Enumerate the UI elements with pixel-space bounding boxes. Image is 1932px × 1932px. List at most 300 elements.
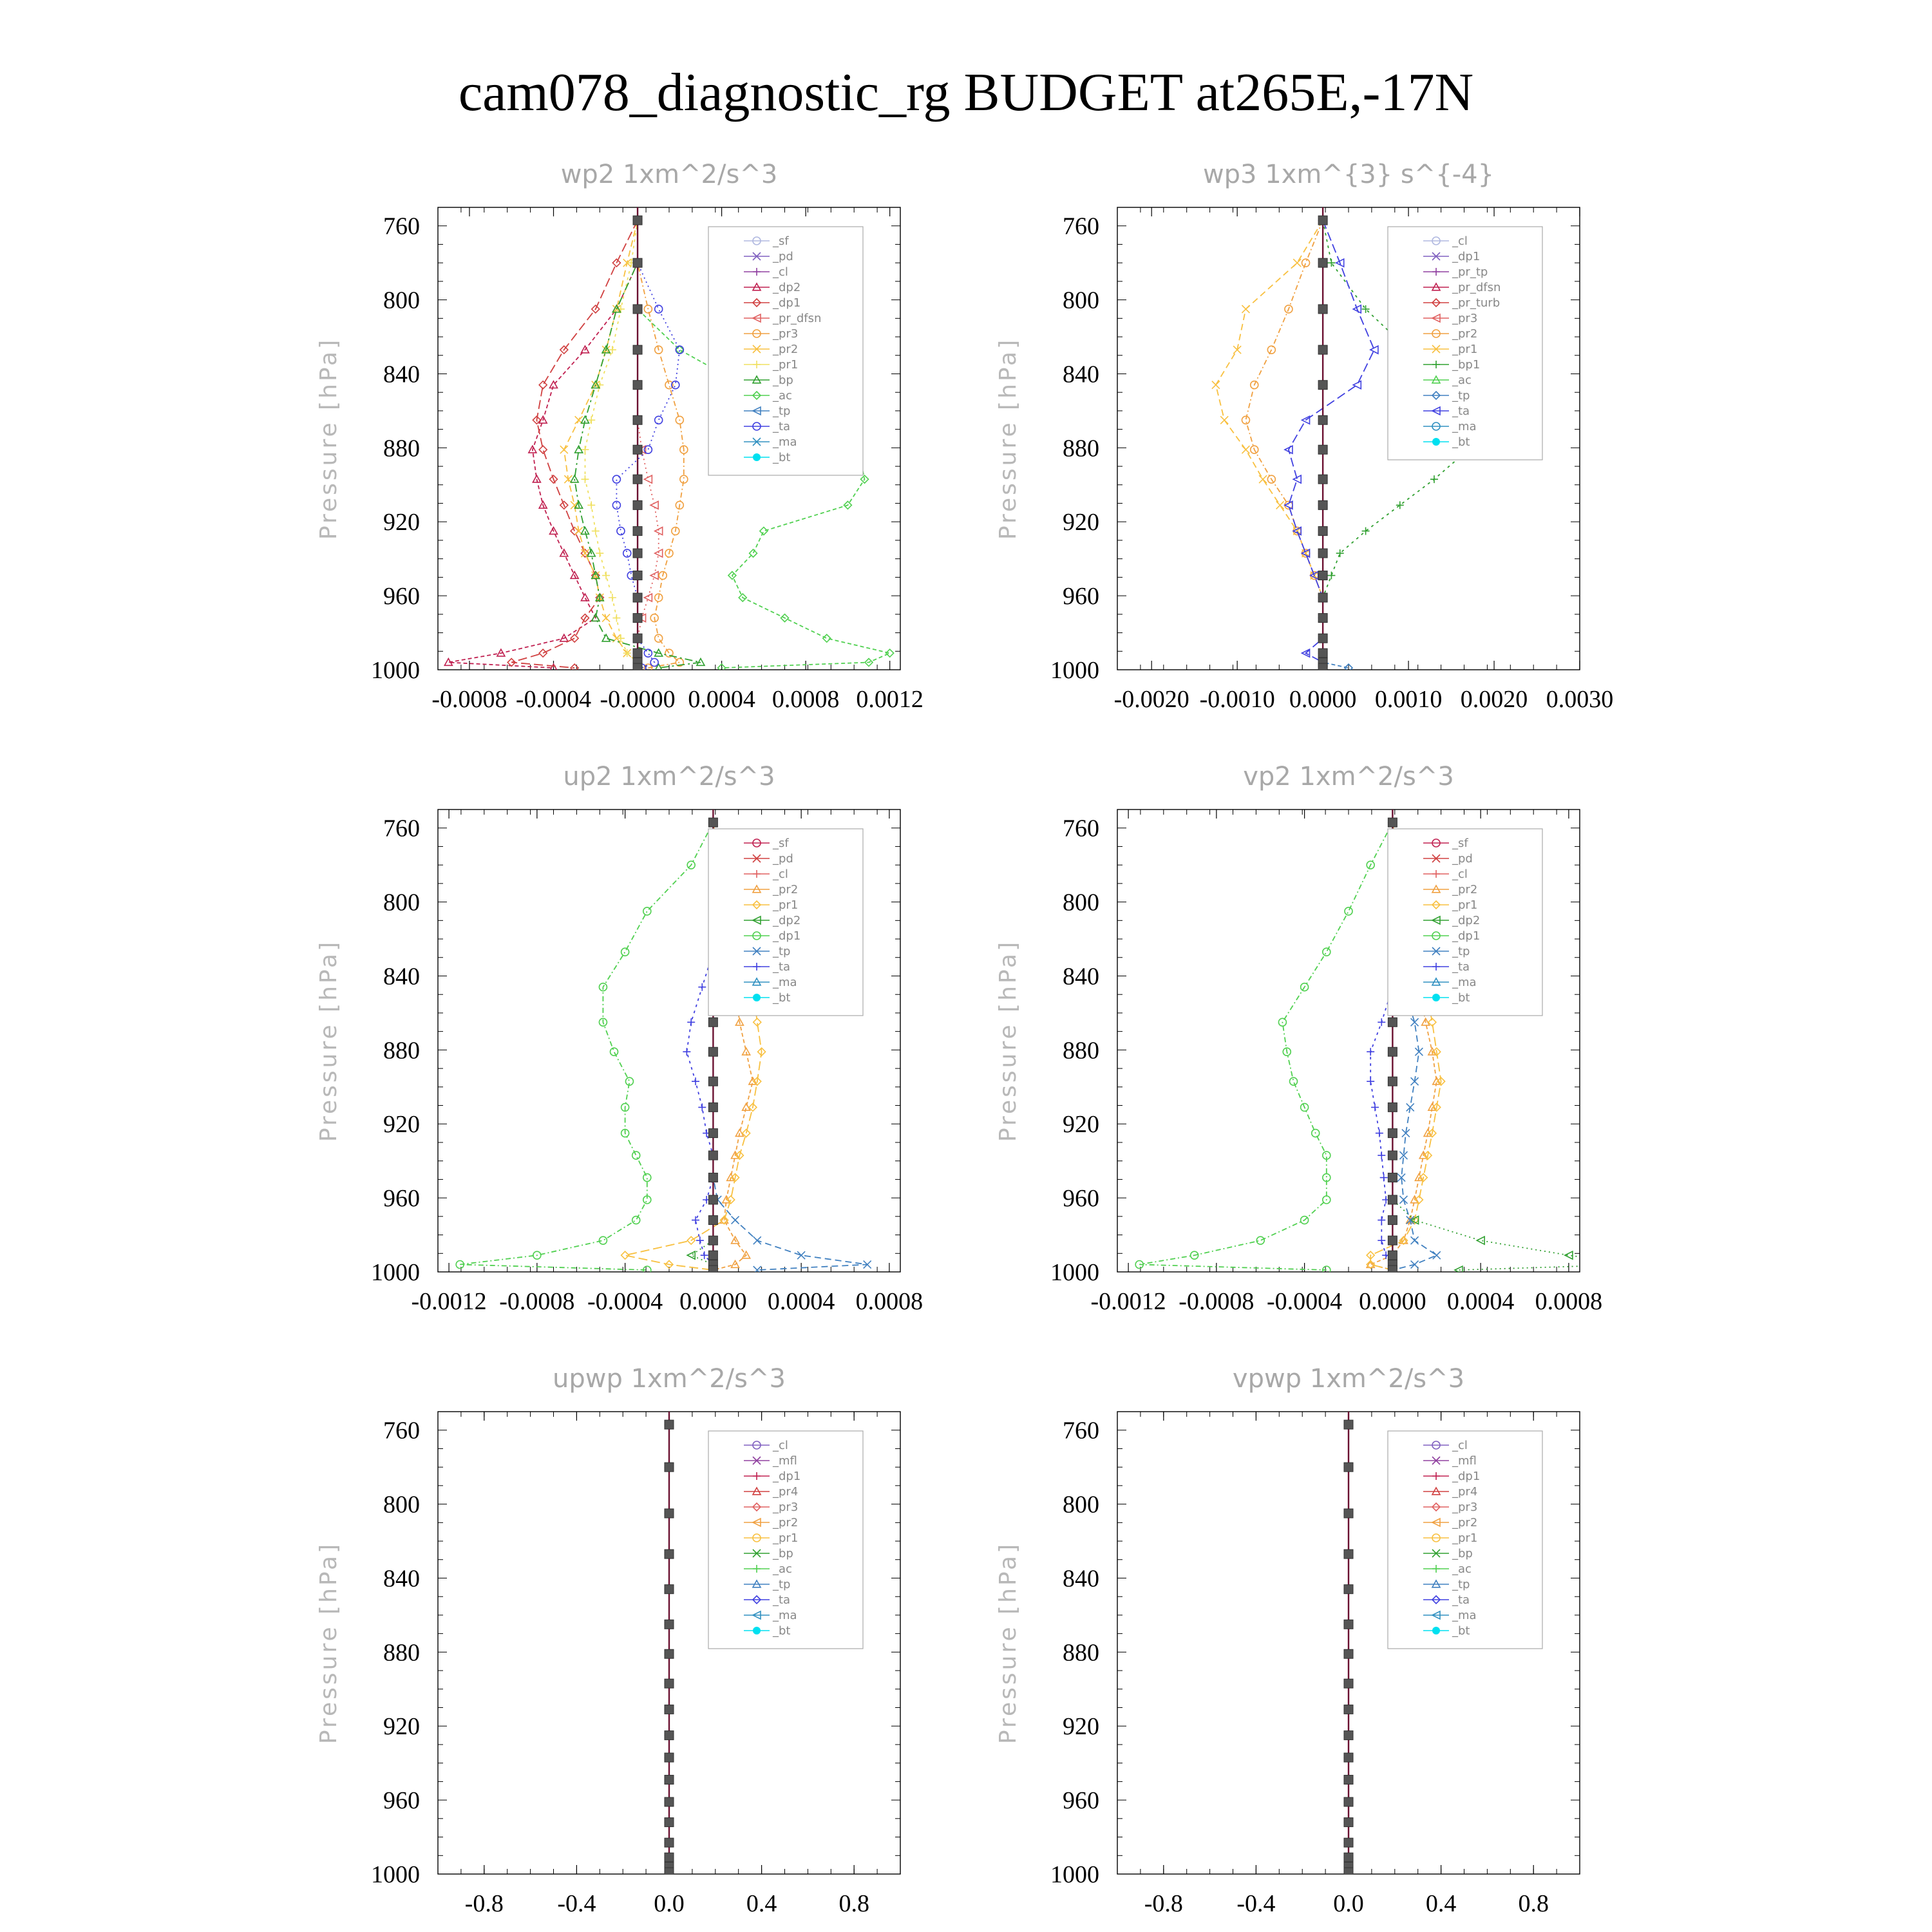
- legend-marker: [753, 994, 761, 1001]
- data-point: [1388, 1151, 1397, 1160]
- y-tick-label: 880: [383, 435, 420, 462]
- y-tick-label: 880: [1063, 435, 1099, 462]
- data-point: [665, 1509, 674, 1518]
- data-point: [655, 634, 663, 642]
- figure-title: cam078_diagnostic_rg BUDGET at265E,-17N: [458, 62, 1474, 122]
- data-point: [633, 649, 642, 658]
- data-point: [1388, 1216, 1397, 1225]
- data-point: [1345, 907, 1352, 915]
- legend-entry: _bt: [1452, 1624, 1470, 1638]
- data-point: [1344, 1679, 1353, 1688]
- data-point: [1256, 1236, 1264, 1244]
- legend: [1388, 1431, 1542, 1649]
- y-tick-label: 1000: [1050, 657, 1099, 684]
- legend-entry: _dp1: [1452, 250, 1481, 263]
- legend-entry: _pd: [1452, 852, 1473, 866]
- legend-entry: _pr2: [773, 343, 799, 356]
- x-tick-label: -0.0000: [600, 686, 676, 713]
- data-point: [665, 1679, 674, 1688]
- y-tick-label: 840: [383, 1565, 420, 1593]
- data-point: [665, 1731, 674, 1740]
- data-point: [753, 1236, 761, 1244]
- legend-entry: _pr2: [773, 883, 799, 896]
- data-point: [823, 634, 831, 642]
- x-tick-label: 0.0: [1333, 1890, 1364, 1917]
- data-point: [612, 475, 620, 483]
- data-point: [708, 1236, 717, 1245]
- data-point: [560, 446, 568, 453]
- x-tick-label: 0.0012: [856, 686, 923, 713]
- series-group: [1344, 1412, 1353, 1877]
- data-point: [1344, 1838, 1353, 1847]
- data-point: [708, 1129, 717, 1138]
- series-line-pr1: [1216, 220, 1323, 668]
- data-point: [1344, 1705, 1353, 1714]
- x-tick-label: 0.0010: [1374, 686, 1443, 713]
- data-point: [1344, 1649, 1353, 1658]
- data-point: [708, 1151, 717, 1160]
- panel-4: [995, 762, 1638, 1315]
- data-point: [665, 1620, 674, 1629]
- legend-entry: _dp1: [1452, 929, 1481, 943]
- data-point: [1411, 1261, 1419, 1269]
- legend-entry: _cl: [773, 1439, 788, 1452]
- legend-entry: _bt: [1452, 435, 1470, 449]
- data-point: [1318, 305, 1327, 314]
- legend-entry: _tp: [1452, 389, 1470, 402]
- panel-title: vp2 1xm^2/s^3: [1243, 762, 1454, 791]
- data-point: [633, 500, 642, 509]
- x-tick-label: 0.0008: [772, 686, 840, 713]
- x-tick-label: -0.8: [464, 1890, 504, 1917]
- data-point: [1212, 381, 1220, 389]
- data-point: [665, 1776, 674, 1785]
- legend-entry: _pr2: [773, 1516, 799, 1530]
- data-point: [633, 571, 642, 580]
- legend-entry: _cl: [1452, 1439, 1468, 1452]
- data-point: [602, 614, 610, 622]
- legend-entry: _ac: [1452, 1562, 1472, 1576]
- data-point: [1259, 475, 1267, 483]
- data-point: [760, 527, 768, 535]
- y-tick-label: 840: [383, 963, 420, 990]
- legend-entry: _ma: [773, 1609, 797, 1622]
- y-tick-label: 880: [383, 1639, 420, 1667]
- data-point: [632, 1217, 640, 1224]
- data-point: [1631, 1261, 1638, 1269]
- data-point: [708, 1173, 717, 1182]
- y-tick-label: 960: [383, 583, 420, 611]
- legend-entry: _ac: [773, 1562, 792, 1576]
- data-point: [665, 1463, 674, 1472]
- data-point: [1344, 1776, 1353, 1785]
- legend-marker: [1432, 1627, 1440, 1634]
- legend-entry: _pr1: [1452, 898, 1478, 912]
- series-line-dp1: [511, 220, 638, 668]
- legend-entry: _bt: [1452, 991, 1470, 1005]
- y-tick-label: 960: [1063, 583, 1099, 611]
- legend-entry: _sf: [1452, 837, 1468, 850]
- data-point: [1399, 1196, 1407, 1204]
- x-tick-label: 0.0004: [1446, 1288, 1515, 1315]
- y-tick-label: 920: [383, 1111, 420, 1139]
- legend-entry: _pd: [773, 250, 793, 263]
- data-point: [886, 649, 894, 657]
- data-point: [571, 475, 578, 482]
- data-point: [665, 1838, 674, 1847]
- legend-entry: _mfl: [1452, 1454, 1477, 1468]
- data-point: [1388, 1195, 1397, 1204]
- data-point: [1388, 1047, 1397, 1056]
- legend-entry: _pr2: [1452, 1516, 1478, 1530]
- data-point: [1242, 305, 1249, 313]
- y-tick-label: 920: [1063, 1111, 1099, 1139]
- data-point: [571, 527, 578, 535]
- x-tick-label: -0.0008: [1179, 1288, 1255, 1315]
- panel-5: [316, 1364, 900, 1917]
- y-axis-label: Pressure [hPa]: [995, 337, 1021, 540]
- x-tick-label: 0.4: [746, 1890, 777, 1917]
- legend-entry: _dp1: [773, 929, 801, 943]
- legend-entry: _pr1: [1452, 343, 1478, 356]
- y-tick-label: 800: [383, 889, 420, 916]
- legend-entry: _ta: [1452, 1593, 1470, 1607]
- data-point: [1388, 1173, 1397, 1182]
- data-point: [1371, 1103, 1379, 1111]
- data-point: [1344, 1818, 1353, 1827]
- data-point: [1285, 501, 1293, 509]
- y-tick-label: 840: [1063, 963, 1099, 990]
- data-point: [1323, 948, 1331, 956]
- panel-title: up2 1xm^2/s^3: [563, 762, 775, 791]
- data-point: [1242, 416, 1249, 424]
- data-point: [1378, 1018, 1385, 1026]
- y-axis-label: Pressure [hPa]: [995, 939, 1021, 1142]
- data-point: [1220, 416, 1228, 424]
- data-point: [1293, 527, 1301, 535]
- legend-entry: _dp2: [773, 914, 801, 927]
- y-axis-label: Pressure [hPa]: [316, 939, 342, 1142]
- data-point: [1318, 634, 1327, 643]
- data-point: [633, 527, 642, 536]
- data-point: [1318, 216, 1327, 225]
- data-point: [1388, 1251, 1397, 1260]
- legend-entry: _ac: [1452, 374, 1472, 387]
- y-tick-label: 920: [1063, 509, 1099, 536]
- data-point: [581, 594, 589, 601]
- data-point: [587, 501, 595, 509]
- legend-entry: _sf: [773, 837, 789, 850]
- legend-entry: _ta: [1452, 960, 1470, 974]
- data-point: [621, 948, 629, 956]
- panel-6: [995, 1364, 1580, 1917]
- series-line-pr1: [585, 220, 638, 668]
- series-line-ta: [1289, 220, 1374, 668]
- data-point: [698, 983, 706, 991]
- data-point: [665, 1868, 674, 1877]
- legend-entry: _ac: [773, 389, 792, 402]
- y-tick-label: 960: [1063, 1787, 1099, 1815]
- legend-entry: _pr3: [773, 327, 799, 341]
- data-point: [617, 527, 625, 535]
- data-point: [1318, 663, 1327, 672]
- series-group: [1135, 810, 1638, 1274]
- data-point: [611, 1048, 618, 1056]
- legend-entry: _pr3: [1452, 1501, 1478, 1514]
- data-point: [1318, 614, 1327, 623]
- x-tick-label: 0.0000: [1289, 686, 1357, 713]
- data-point: [1344, 1509, 1353, 1518]
- x-tick-label: 0.0008: [855, 1288, 923, 1315]
- x-tick-label: 0.4: [1425, 1890, 1457, 1917]
- legend-entry: _pr1: [773, 1531, 799, 1545]
- data-point: [655, 527, 663, 535]
- data-point: [1327, 572, 1335, 580]
- x-tick-label: -0.0004: [587, 1288, 663, 1315]
- data-point: [1302, 259, 1310, 267]
- data-point: [1411, 1236, 1419, 1244]
- data-point: [1388, 1077, 1397, 1086]
- data-point: [592, 527, 600, 535]
- legend-entry: _bp1: [1452, 358, 1481, 372]
- data-point: [1318, 549, 1327, 558]
- x-tick-label: -0.0010: [1199, 686, 1275, 713]
- data-point: [596, 549, 603, 557]
- data-point: [1318, 500, 1327, 509]
- data-point: [708, 1018, 717, 1027]
- data-point: [1318, 381, 1327, 390]
- legend-entry: _pr1: [773, 358, 799, 372]
- x-tick-label: 0.0004: [688, 686, 755, 713]
- data-point: [1318, 649, 1327, 658]
- data-point: [643, 907, 651, 915]
- data-point: [650, 572, 658, 580]
- data-point: [644, 649, 652, 657]
- x-tick-label: -0.4: [557, 1890, 596, 1917]
- data-point: [1276, 501, 1284, 509]
- data-point: [633, 593, 642, 602]
- x-tick-label: -0.0008: [499, 1288, 575, 1315]
- data-point: [599, 1236, 607, 1244]
- data-point: [1455, 1266, 1463, 1274]
- panel-1: [316, 160, 923, 713]
- y-tick-label: 880: [1063, 1639, 1099, 1667]
- legend: [1388, 829, 1542, 1016]
- legend-entry: _dp1: [773, 296, 801, 310]
- panel-title: wp2 1xm^2/s^3: [560, 160, 778, 189]
- data-point: [1380, 1174, 1388, 1182]
- data-point: [1327, 259, 1335, 267]
- data-point: [1344, 1549, 1353, 1558]
- data-point: [665, 1853, 674, 1862]
- data-point: [633, 305, 642, 314]
- data-point: [1344, 1797, 1353, 1806]
- x-tick-label: 0.0008: [1535, 1288, 1603, 1315]
- legend-entry: _pr3: [773, 1501, 799, 1514]
- data-point: [633, 345, 642, 354]
- data-point: [1318, 527, 1327, 536]
- legend: [1388, 227, 1542, 460]
- data-point: [708, 1216, 717, 1225]
- legend-entry: _sf: [773, 234, 789, 248]
- y-tick-label: 960: [383, 1185, 420, 1213]
- data-point: [1353, 381, 1361, 389]
- x-tick-label: 0.0020: [1460, 686, 1528, 713]
- panel-title: upwp 1xm^2/s^3: [553, 1364, 786, 1394]
- x-tick-label: -0.0012: [411, 1288, 487, 1315]
- data-point: [665, 1753, 674, 1762]
- legend-entry: _mfl: [773, 1454, 797, 1468]
- legend-entry: _bp: [1452, 1547, 1473, 1560]
- data-point: [1318, 415, 1327, 424]
- data-point: [1318, 445, 1327, 454]
- panel-title: vpwp 1xm^2/s^3: [1232, 1364, 1465, 1394]
- data-point: [633, 381, 642, 390]
- legend-entry: _cl: [773, 265, 788, 279]
- data-point: [1433, 1251, 1441, 1259]
- data-point: [581, 475, 589, 483]
- y-tick-label: 760: [383, 815, 420, 842]
- data-point: [665, 1797, 674, 1806]
- legend-entry: _pr4: [773, 1485, 799, 1499]
- data-point: [708, 1195, 717, 1204]
- data-point: [633, 614, 642, 623]
- data-point: [1290, 1077, 1298, 1085]
- panel-3: [316, 762, 923, 1315]
- legend-entry: _pr2: [1452, 327, 1478, 341]
- data-point: [687, 1251, 695, 1259]
- data-point: [687, 1018, 695, 1026]
- data-point: [1388, 1265, 1397, 1274]
- x-tick-label: 0.8: [1518, 1890, 1549, 1917]
- data-point: [609, 594, 616, 601]
- data-point: [692, 1077, 699, 1085]
- legend-entry: _cl: [1452, 867, 1468, 881]
- y-tick-label: 1000: [1050, 1259, 1099, 1286]
- legend-entry: _pr2: [1452, 883, 1478, 896]
- legend-marker: [753, 1627, 761, 1634]
- legend-entry: _pr1: [773, 898, 799, 912]
- legend-entry: _ta: [773, 960, 791, 974]
- legend-entry: _ma: [773, 976, 797, 989]
- data-point: [708, 1265, 717, 1274]
- legend-entry: _ma: [1452, 420, 1477, 433]
- legend-entry: _dp2: [773, 281, 801, 294]
- data-point: [732, 1217, 739, 1224]
- y-tick-label: 920: [383, 509, 420, 536]
- data-point: [1344, 1463, 1353, 1472]
- legend-entry: _ta: [773, 1593, 791, 1607]
- data-point: [1378, 1217, 1385, 1224]
- data-point: [1318, 593, 1327, 602]
- legend-entry: _bt: [773, 991, 791, 1005]
- data-point: [1388, 1103, 1397, 1112]
- y-tick-label: 1000: [371, 1861, 420, 1888]
- data-point: [1344, 1753, 1353, 1762]
- data-point: [665, 1549, 674, 1558]
- data-point: [633, 475, 642, 484]
- y-tick-label: 760: [1063, 213, 1099, 240]
- legend-entry: _tp: [773, 404, 791, 418]
- x-tick-label: 0.0000: [679, 1288, 747, 1315]
- y-tick-label: 800: [1063, 889, 1099, 916]
- series-line-dp2: [448, 220, 638, 668]
- y-axis-label: Pressure [hPa]: [316, 1541, 342, 1745]
- data-point: [655, 305, 663, 313]
- y-tick-label: 840: [1063, 1565, 1099, 1593]
- y-tick-label: 760: [383, 1417, 420, 1444]
- y-tick-label: 880: [383, 1037, 420, 1065]
- data-point: [1293, 259, 1301, 267]
- data-point: [1430, 475, 1438, 483]
- data-point: [665, 1705, 674, 1714]
- x-tick-label: 0.0004: [767, 1288, 835, 1315]
- y-tick-label: 1000: [1050, 1861, 1099, 1888]
- data-point: [1344, 1585, 1353, 1594]
- legend: [708, 227, 863, 475]
- legend-entry: _ma: [773, 435, 797, 449]
- data-point: [581, 527, 589, 535]
- data-point: [571, 664, 578, 672]
- data-point: [602, 634, 610, 641]
- legend-entry: _bt: [773, 1624, 791, 1638]
- x-tick-label: 0.8: [838, 1890, 869, 1917]
- y-tick-label: 800: [1063, 287, 1099, 314]
- data-point: [692, 1217, 699, 1224]
- legend-entry: _pr_turb: [1452, 296, 1501, 310]
- data-point: [602, 572, 610, 580]
- data-point: [665, 1649, 674, 1658]
- y-tick-label: 760: [383, 213, 420, 240]
- data-point: [633, 634, 642, 643]
- legend-entry: _pr1: [1452, 1531, 1478, 1545]
- y-axis-label: Pressure [hPa]: [316, 337, 342, 540]
- data-point: [665, 1585, 674, 1594]
- legend: [708, 1431, 863, 1649]
- data-point: [1370, 346, 1378, 354]
- data-point: [698, 1103, 706, 1111]
- y-tick-label: 840: [383, 361, 420, 388]
- x-tick-label: 0.0: [654, 1890, 685, 1917]
- y-tick-label: 1000: [371, 657, 420, 684]
- data-point: [1344, 1868, 1353, 1877]
- series-line-dp1: [1139, 822, 1392, 1270]
- y-tick-label: 800: [383, 287, 420, 314]
- y-tick-label: 760: [1063, 1417, 1099, 1444]
- legend-entry: _ma: [1452, 976, 1477, 989]
- legend-marker: [753, 453, 761, 461]
- legend-entry: _tp: [773, 1578, 791, 1591]
- data-point: [1388, 1236, 1397, 1245]
- legend-entry: _pr4: [1452, 1485, 1478, 1499]
- data-point: [1302, 549, 1310, 557]
- data-point: [1388, 818, 1397, 827]
- data-point: [633, 445, 642, 454]
- data-point: [1344, 1620, 1353, 1629]
- x-tick-label: -0.0020: [1113, 686, 1189, 713]
- data-point: [655, 416, 663, 424]
- data-point: [1318, 258, 1327, 267]
- data-point: [655, 549, 663, 557]
- legend-entry: _ta: [773, 420, 791, 433]
- panel-2: [995, 160, 1613, 713]
- data-point: [1411, 1018, 1419, 1026]
- legend-marker: [1432, 994, 1440, 1001]
- data-point: [1344, 1420, 1353, 1429]
- legend-entry: _bp: [773, 374, 793, 387]
- legend-marker: [1432, 438, 1440, 446]
- y-tick-label: 920: [1063, 1713, 1099, 1741]
